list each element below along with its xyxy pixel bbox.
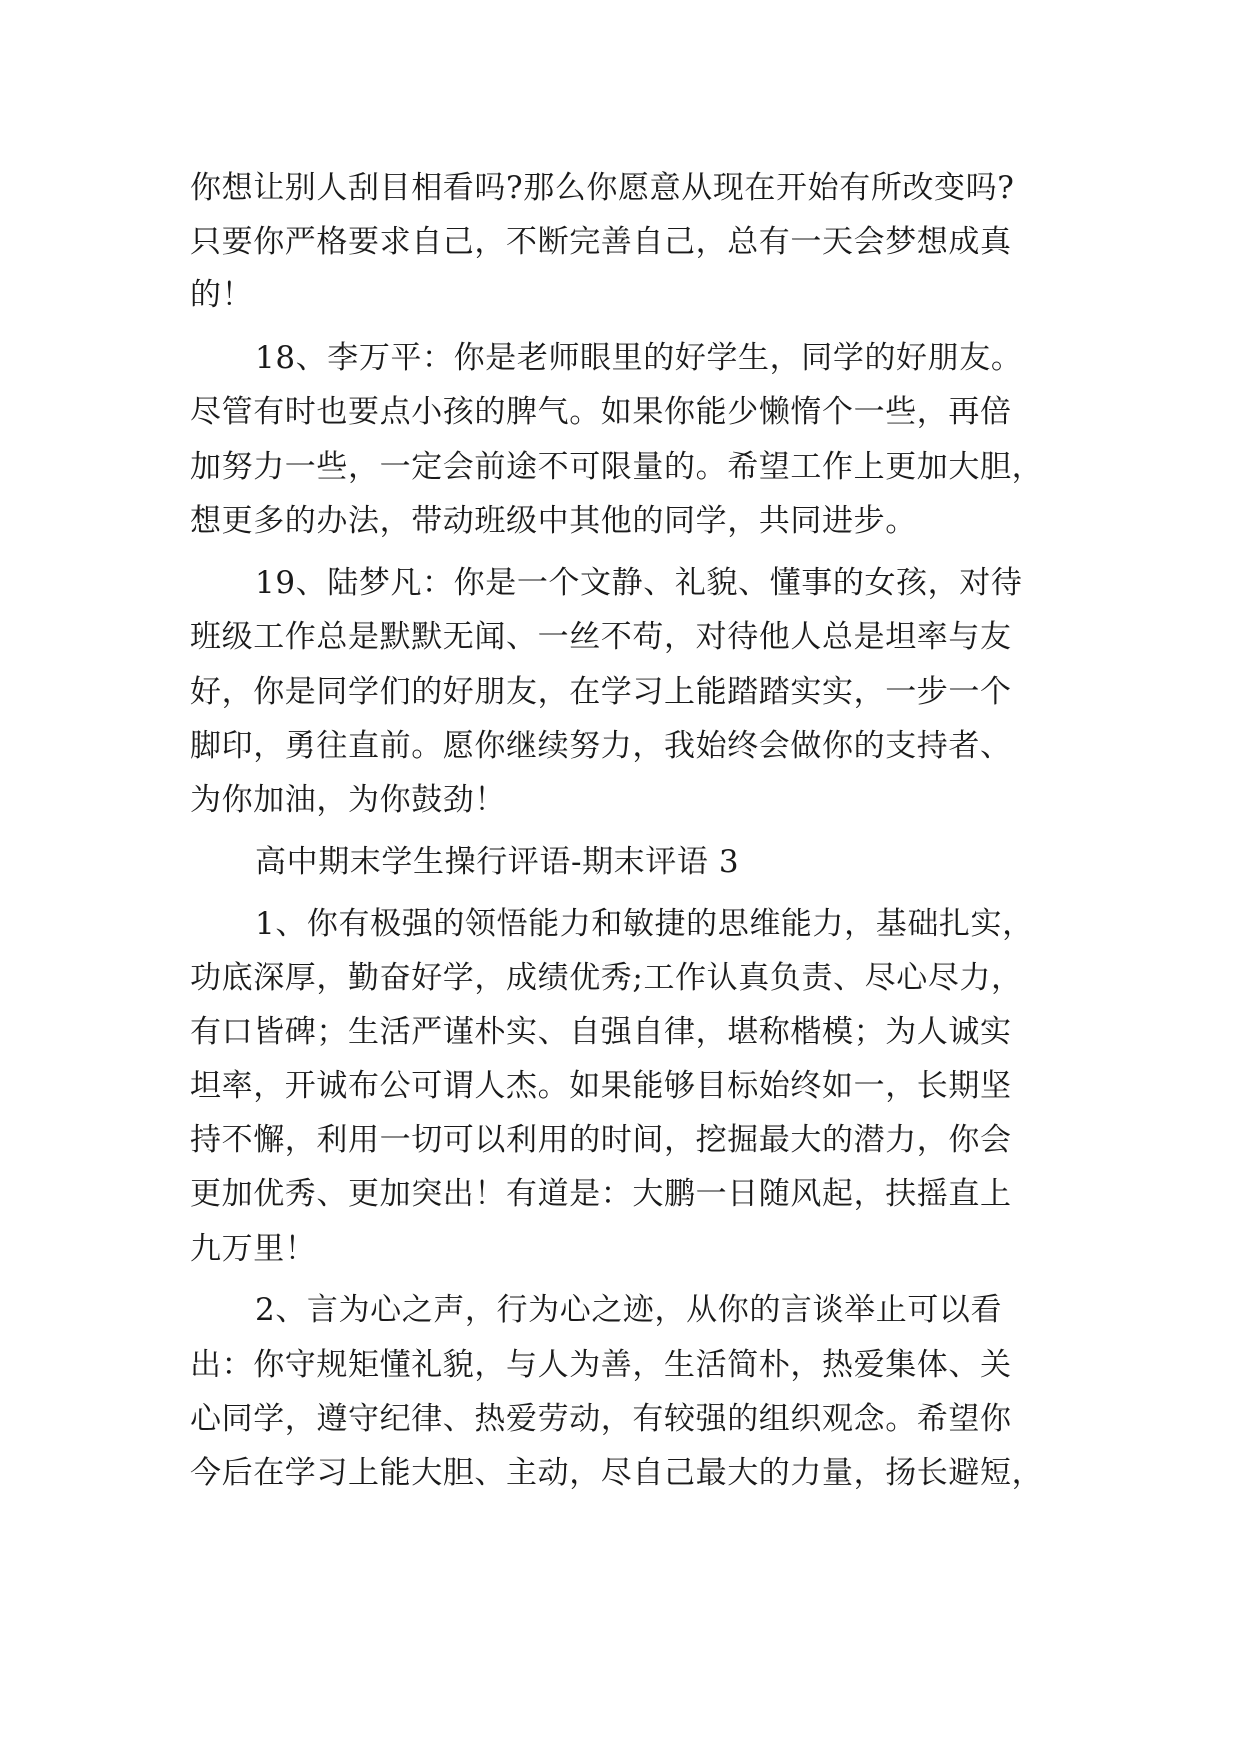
text-line: 九万里！: [190, 1231, 317, 1267]
paragraph-first-line: 1、你有极强的领悟能力和敏捷的思维能力，基础扎实，: [255, 906, 1034, 942]
text-line: 尽管有时也要点小孩的脾气。如果你能少懒惰个一些，再倍: [190, 394, 1012, 430]
text-line: 坦率，开诚布公可谓人杰。如果能够目标始终如一，长期坚: [190, 1068, 1012, 1104]
text-line: 想更多的办法，带动班级中其他的同学，共同进步。: [190, 503, 917, 539]
text-line: 为你加油，为你鼓劲！: [190, 782, 506, 818]
section-heading: 高中期末学生操行评语-期末评语 3: [255, 844, 740, 880]
text-line: 持不懈，利用一切可以利用的时间，挖掘最大的潜力，你会: [190, 1122, 1012, 1158]
text-line: 你想让别人刮目相看吗?那么你愿意从现在开始有所改变吗?: [190, 170, 1015, 206]
text-line: 功底深厚，勤奋好学，成绩优秀;工作认真负责、尽心尽力，: [190, 960, 1023, 996]
text-line: 有口皆碑；生活严谨朴实、自强自律，堪称楷模；为人诚实: [190, 1014, 1012, 1050]
text-line: 只要你严格要求自己，不断完善自己，总有一天会梦想成真: [190, 224, 1012, 260]
text-line: 今后在学习上能大胆、主动，尽自己最大的力量，扬长避短，: [190, 1455, 1044, 1491]
text-line: 更加优秀、更加突出！有道是：大鹏一日随风起，扶摇直上: [190, 1176, 1012, 1212]
text-line: 加努力一些，一定会前途不可限量的。希望工作上更加大胆，: [190, 449, 1044, 485]
text-line: 出：你守规矩懂礼貌，与人为善，生活简朴，热爱集体、关: [190, 1347, 1012, 1383]
text-line: 好，你是同学们的好朋友，在学习上能踏踏实实，一步一个: [190, 674, 1012, 710]
text-line: 脚印，勇往直前。愿你继续努力，我始终会做你的支持者、: [190, 728, 1012, 764]
text-line: 班级工作总是默默无闻、一丝不苟，对待他人总是坦率与友: [190, 619, 1012, 655]
text-line: 的！: [190, 277, 254, 313]
paragraph-first-line: 19、陆梦凡：你是一个文静、礼貌、懂事的女孩，对待: [255, 565, 1023, 601]
paragraph-first-line: 18、李万平：你是老师眼里的好学生，同学的好朋友。: [255, 340, 1023, 376]
text-line: 心同学，遵守纪律、热爱劳动，有较强的组织观念。希望你: [190, 1401, 1012, 1437]
paragraph-first-line: 2、言为心之声，行为心之迹，从你的言谈举止可以看: [255, 1292, 1003, 1328]
